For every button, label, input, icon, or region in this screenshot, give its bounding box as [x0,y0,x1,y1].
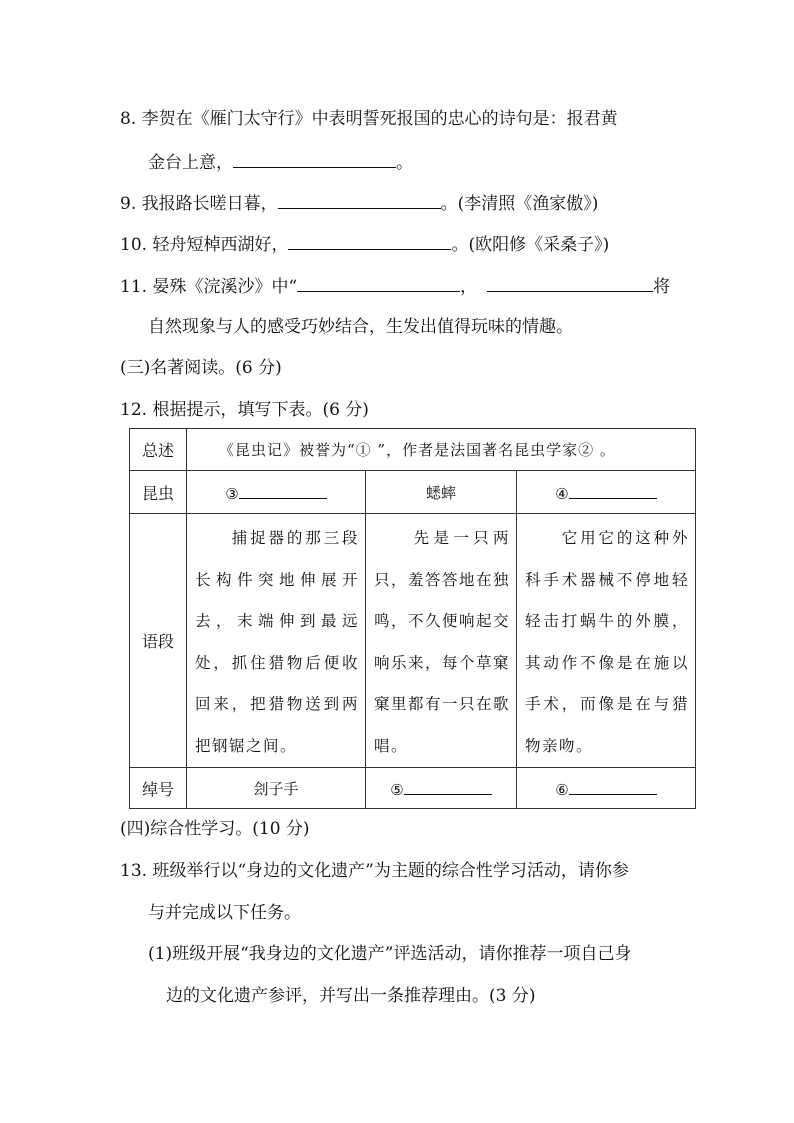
q13-sub1-line1: (1)班级开展“我身边的文化遗产”评选活动，请你推荐一项自己身 [148,944,632,964]
q10-source: 。(欧阳修《采桑子》) [451,235,610,255]
q10-answer-blank[interactable] [288,232,451,250]
q9-text: 9. 我报路长嗟日暮， [120,194,278,214]
nickname-3-blank[interactable] [569,778,657,795]
q10-line [120,232,609,256]
q9-line [120,191,598,215]
passage-3: 它用它的这种外科手术器械不停地轻轻击打蜗牛的外膜，其动作不像是在施以手术，而像是在与猎物亲吻。 [517,514,696,768]
q11-line2: 自然现象与人的感受巧妙结合，生发出值得玩味的情趣。 [148,317,573,337]
insect-row [130,471,696,514]
insect-1-blank[interactable] [239,482,327,499]
insect-cell-2 [366,471,517,514]
nickname-row [130,768,696,809]
insect-label: 昆虫 [130,471,187,514]
q10-text: 10. 轻舟短棹西湖好， [120,235,289,255]
q13-line2: 与并完成以下任务。 [148,903,301,923]
nickname-cell-1 [187,768,366,809]
nickname-2-marker: ⑤ [390,780,404,799]
q8-line1: 8. 李贺在《雁门太守行》中表明誓死报国的忠心的诗句是：报君黄 [120,109,618,129]
passage-1: 捕捉器的那三段长构件突地伸展开去，末端伸到最远处，抓住猎物后便收回来，把猎物送到两把钢锯之间。 [187,514,366,768]
q9-answer-blank[interactable] [278,191,441,209]
q12-prompt: 12. 根据提示，填写下表。(6 分) [120,400,369,420]
section-3-heading: (三)名著阅读。(6 分) [120,358,282,378]
summary-text: 《昆虫记》被誉为“① ”，作者是法国著名昆虫学家② 。 [187,429,696,471]
nickname-cell-3 [517,768,696,809]
q13-line1: 13. 班级举行以“身边的文化遗产”为主题的综合性学习活动，请你参 [120,861,629,881]
nickname-2-blank[interactable] [404,778,492,795]
insect-1-marker: ③ [225,484,239,503]
q11-answer-blank-1[interactable] [297,274,460,292]
q8-line2 [148,150,413,174]
q8-end: 。 [396,153,413,173]
passage-2: 先是一只两只，羞答答地在独鸣，不久便响起交响乐来，每个草窠窠里都有一只在歌唱。 [366,514,517,768]
q11-answer-blank-2[interactable] [487,274,653,292]
q9-source: 。(李清照《渔家傲》) [440,194,599,214]
q13-sub1-line2: 边的文化遗产参评，并写出一条推荐理由。(3 分) [166,986,536,1006]
passage-row [130,514,696,768]
q11-comma: ， [460,277,478,297]
insect-cell-1 [187,471,366,514]
insect-2-name: 蟋蟀 [425,483,456,502]
q8-text: 金台上意， [148,153,233,173]
summary-row [130,429,696,471]
q11-post: 将 [653,277,671,297]
q8-answer-blank[interactable] [233,150,396,168]
nickname-label: 绰号 [130,768,187,809]
section-4-heading: (四)综合性学习。(10 分) [120,819,310,839]
passage-label: 语段 [130,514,187,768]
insect-table [129,428,696,809]
nickname-1: 刽子手 [253,779,299,798]
summary-label: 总述 [130,429,187,471]
insect-3-blank[interactable] [569,482,657,499]
insect-3-marker: ④ [555,484,569,503]
nickname-3-marker: ⑥ [555,780,569,799]
nickname-cell-2 [366,768,517,809]
q11-text: 11. 晏殊《浣溪沙》中“ [120,277,298,297]
q11-line1 [120,274,670,298]
insect-cell-3 [517,471,696,514]
